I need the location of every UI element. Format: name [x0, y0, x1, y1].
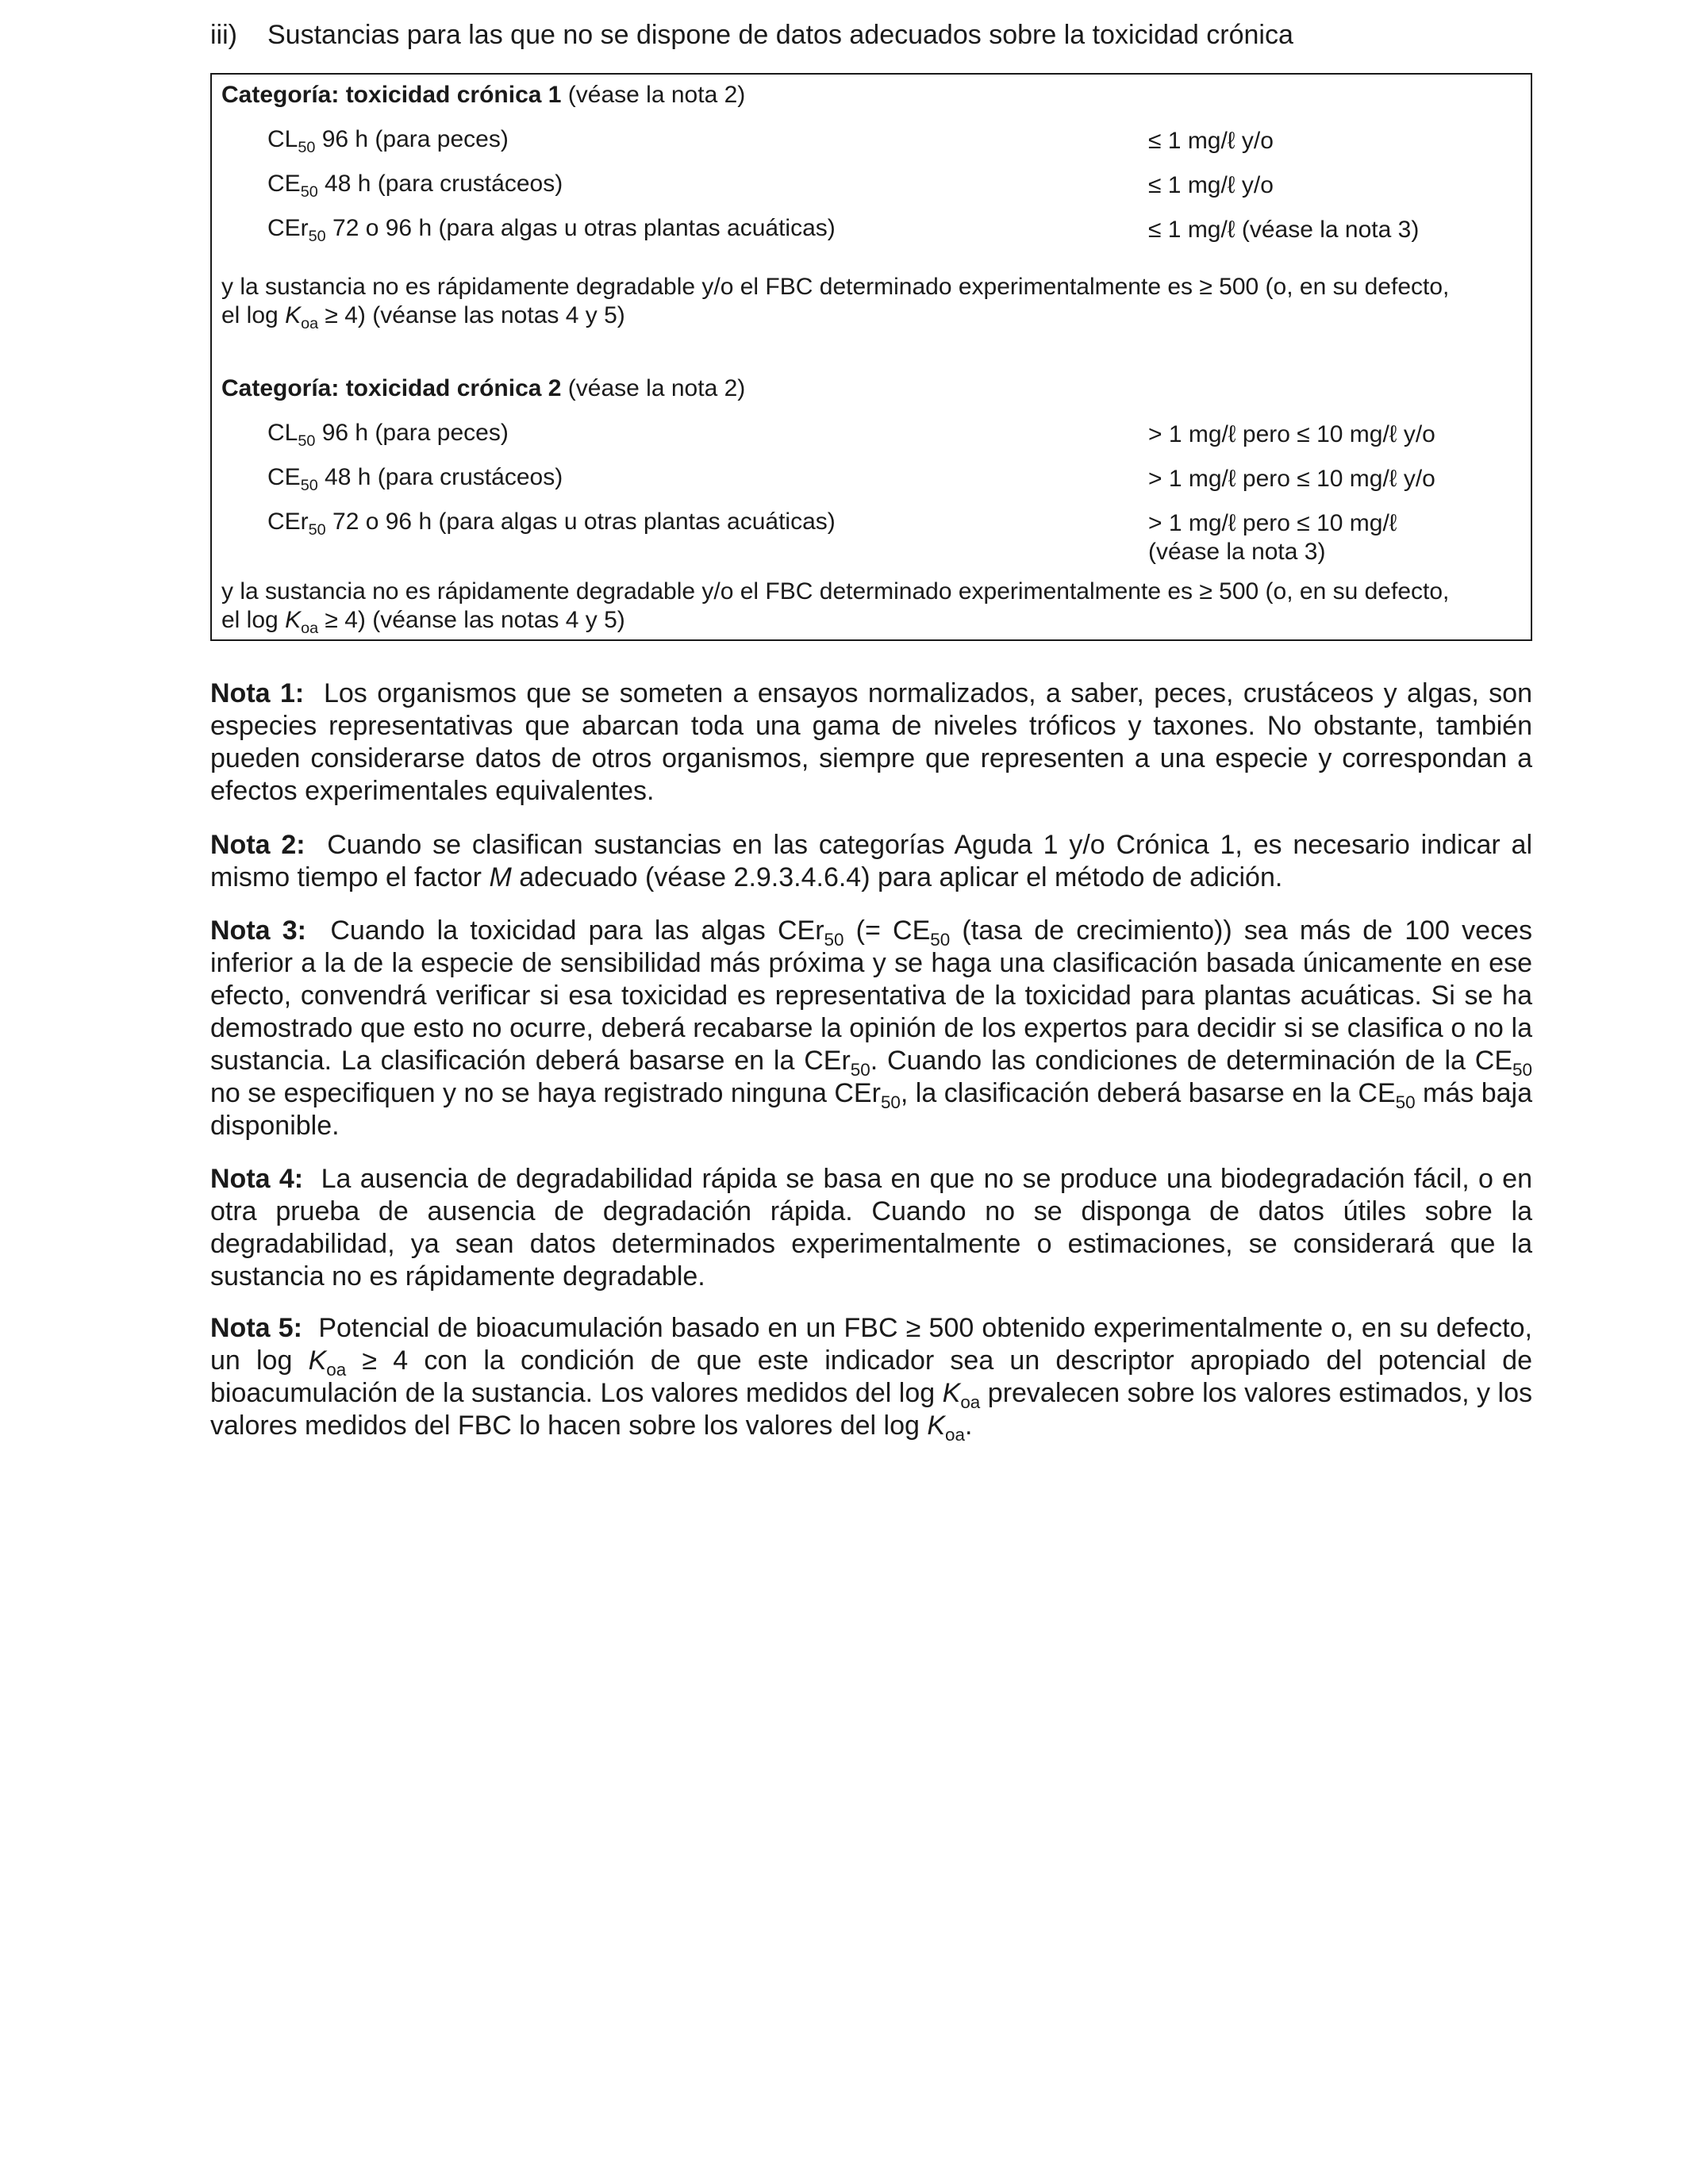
note-1: Nota 1: Los organismos que se someten a ensayos normalizados, a saber, peces, crustáceos y algas, son especies representativas que abarcan toda una gama de niveles tróficos y taxones. No obstante, también pueden considerarse datos de otros organismos, siempre que representen a una especie y correspondan a efectos experimentales equivalentes.: [210, 678, 1532, 806]
cat2-row-algae: CEr$_{50}$ 72 o 96 h (para algas u otras plantas acuáticas): [267, 509, 836, 539]
category-2-title: Categoría: toxicidad crónica 2 (véase la nota 2): [221, 375, 746, 401]
section-number: iii): [210, 20, 237, 50]
criteria-box: [210, 73, 1532, 641]
cat2-row-crustaceans: $CE_{50}$ 48 h (para crustáceos): [267, 464, 563, 494]
category-1-title: Categoría: toxicidad crónica 1 (véase la nota 2): [221, 82, 746, 108]
cat1-row-fish: $CL_{50}$ 96 h (para peces): [267, 126, 509, 156]
section-heading: [210, 16, 1293, 54]
cat1-row-crustaceans: $CE_{50}$ 48 h (para crustáceos): [267, 171, 563, 201]
cat1-value-algae: ≤ 1 mg/ℓ (véase la nota 3): [1148, 217, 1420, 243]
note-4: Nota 4: La ausencia de degradabilidad rápida se basa en que no se produce una biodegradación fácil, o en otra prueba de ausencia de degradación rápida. Cuando no se disponga de datos útiles sobre la degradabilidad, ya sean datos determinados experimentalmente o estimaciones, se considerará que la sustancia no es rápidamente degradable.: [210, 1164, 1532, 1292]
cat1-row-algae: CEr$_{50}$ 72 o 96 h (para algas u otras plantas acuáticas): [267, 215, 836, 245]
cat2-value-algae: > 1 mg/ℓ pero ≤ 10 mg/ℓ (véase la nota 3): [1148, 510, 1397, 565]
note-3: Nota 3: Cuando la toxicidad para las algas CEr$_{50}$ (= $CE_{50}$ (tasa de crecimiento)) sea más de 100 veces inferior a la de la especie de sensibilidad más próxima y se haga una clasificación basada únicamente en ese efecto, convendrá verificar si esa toxicidad es representativa de la toxicidad para plantas acuáticas. Si se ha demostrado que esto no ocurre, deberá recabarse la opinión de los expertos para decidir si se clasifica o no la sustancia. La clasificación deberá basarse en la CEr$_{50}$. Cuando las condiciones de determinación de la $CE_{50}$ no se especifiquen y no se haya registrado ninguna CEr$_{50}$, la clasificación deberá basarse en la $CE_{50}$ más baja disponible.: [210, 915, 1533, 1141]
cat2-value-crustaceans: > 1 mg/ℓ pero ≤ 10 mg/ℓ y/o: [1148, 466, 1435, 492]
cat2-condition: y la sustancia no es rápidamente degradable y/o el FBC determinado experimentalmente es ≥ 500 (o, en su defecto, el $\log K_{oa} \ge 4$) (véanse las notas 4 y 5): [221, 578, 1450, 637]
cat2-value-fish: > 1 mg/ℓ pero ≤ 10 mg/ℓ y/o: [1148, 421, 1435, 447]
section-title: Sustancias para las que no se dispone de datos adecuados sobre la toxicidad crónica: [267, 20, 1293, 50]
note-2: Nota 2: Cuando se clasifican sustancias en las categorías Aguda 1 y/o Crónica 1, es necesario indicar al mismo tiempo el factor M adecuado (véase 2.9.3.4.6.4) para aplicar el método de adición.: [210, 830, 1532, 892]
cat1-condition: y la sustancia no es rápidamente degradable y/o el FBC determinado experimentalmente es ≥ 500 (o, en su defecto, el $\log K_{oa} \ge 4$) (véanse las notas 4 y 5): [221, 274, 1450, 332]
cat1-value-crustaceans: ≤ 1 mg/ℓ y/o: [1148, 172, 1274, 198]
cat2-row-fish: $CL_{50}$ 96 h (para peces): [267, 420, 509, 450]
cat1-value-fish: ≤ 1 mg/ℓ y/o: [1148, 128, 1274, 154]
note-5: Nota 5: Potencial de bioacumulación basado en un FBC ≥ 500 obtenido experimentalmente o, en su defecto, un $\log K_{oa} \ge 4$ con la condición de que este indicador sea un descriptor apropiado del potencial de bioacumulación de la sustancia. Los valores medidos del $\log K_{oa}$ prevalecen sobre los valores estimados, y los valores medidos del FBC lo hacen sobre los valores del $\log K_{oa}$.: [210, 1313, 1532, 1445]
